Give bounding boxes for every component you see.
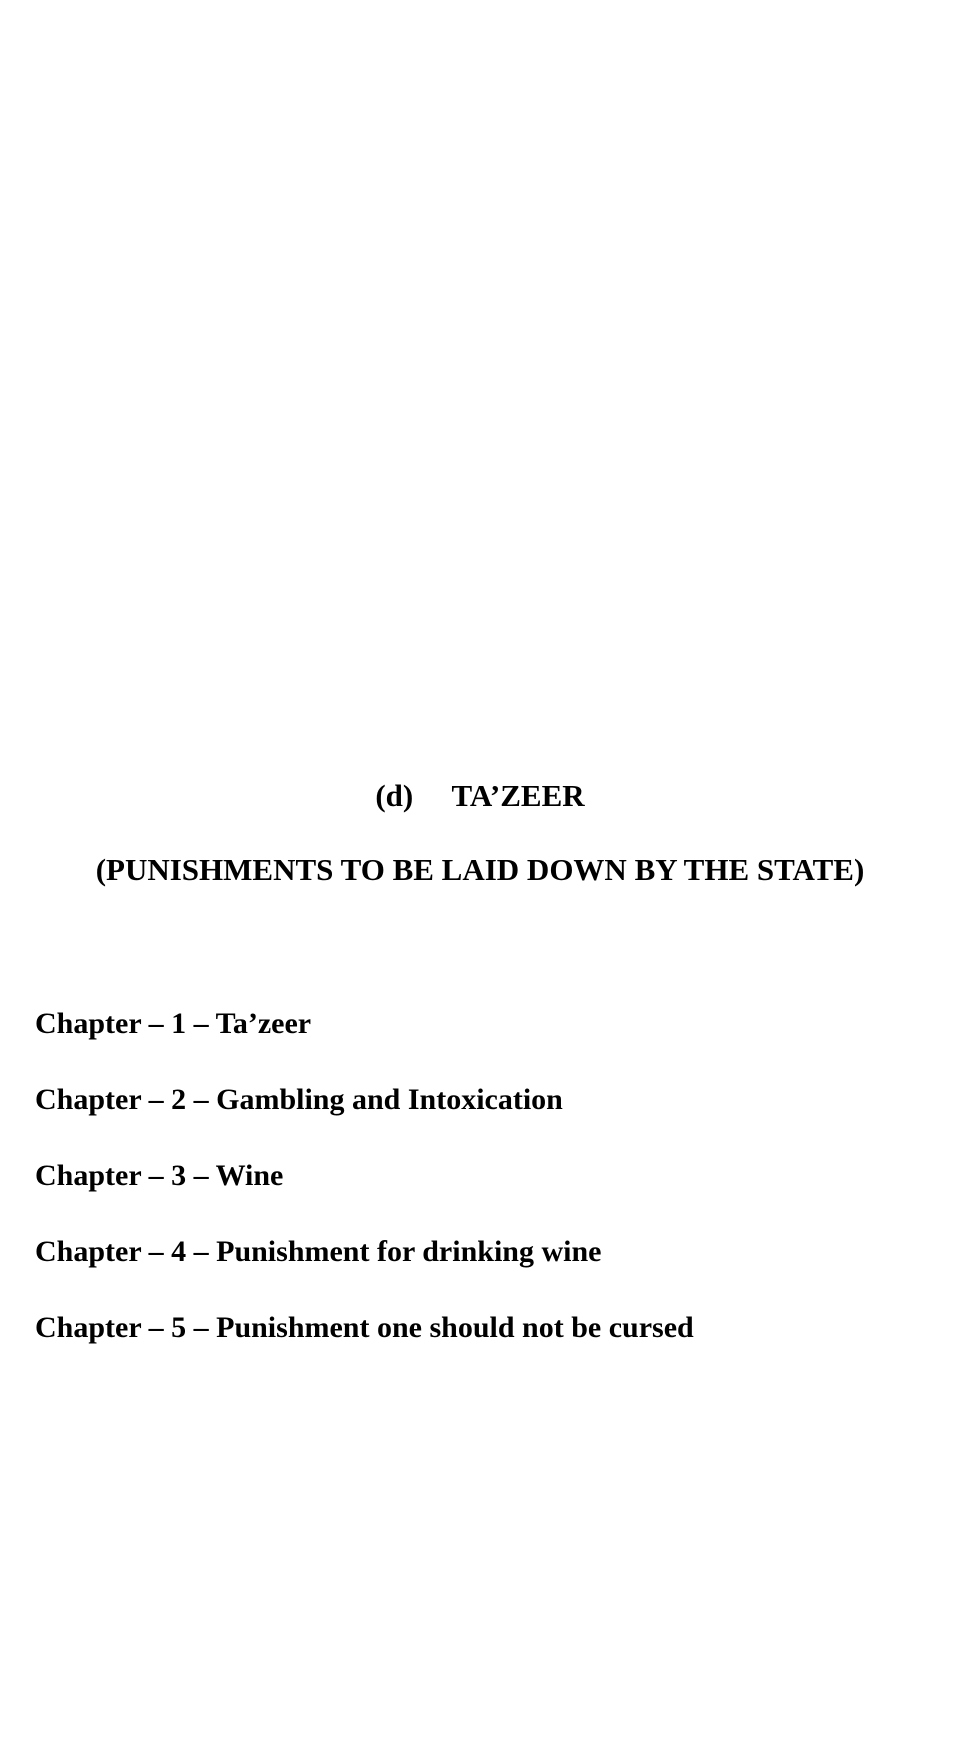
chapter-item-5: Chapter – 5 – Punishment one should not be cursed bbox=[35, 1311, 694, 1344]
chapter-item-1: Chapter – 1 – Ta’zeer bbox=[35, 1007, 312, 1040]
section-title: TA’ZEER bbox=[451, 778, 585, 813]
section-subtitle: (PUNISHMENTS TO BE LAID DOWN BY THE STATE) bbox=[95, 852, 865, 887]
chapter-item-2: Chapter – 2 – Gambling and Intoxication bbox=[35, 1083, 563, 1116]
section-label: (d) bbox=[375, 778, 414, 813]
section-heading bbox=[0, 776, 960, 816]
chapter-item-4: Chapter – 4 – Punishment for drinking wine bbox=[35, 1235, 602, 1268]
chapter-list bbox=[35, 1004, 694, 1384]
chapter-item-3: Chapter – 3 – Wine bbox=[35, 1159, 284, 1192]
